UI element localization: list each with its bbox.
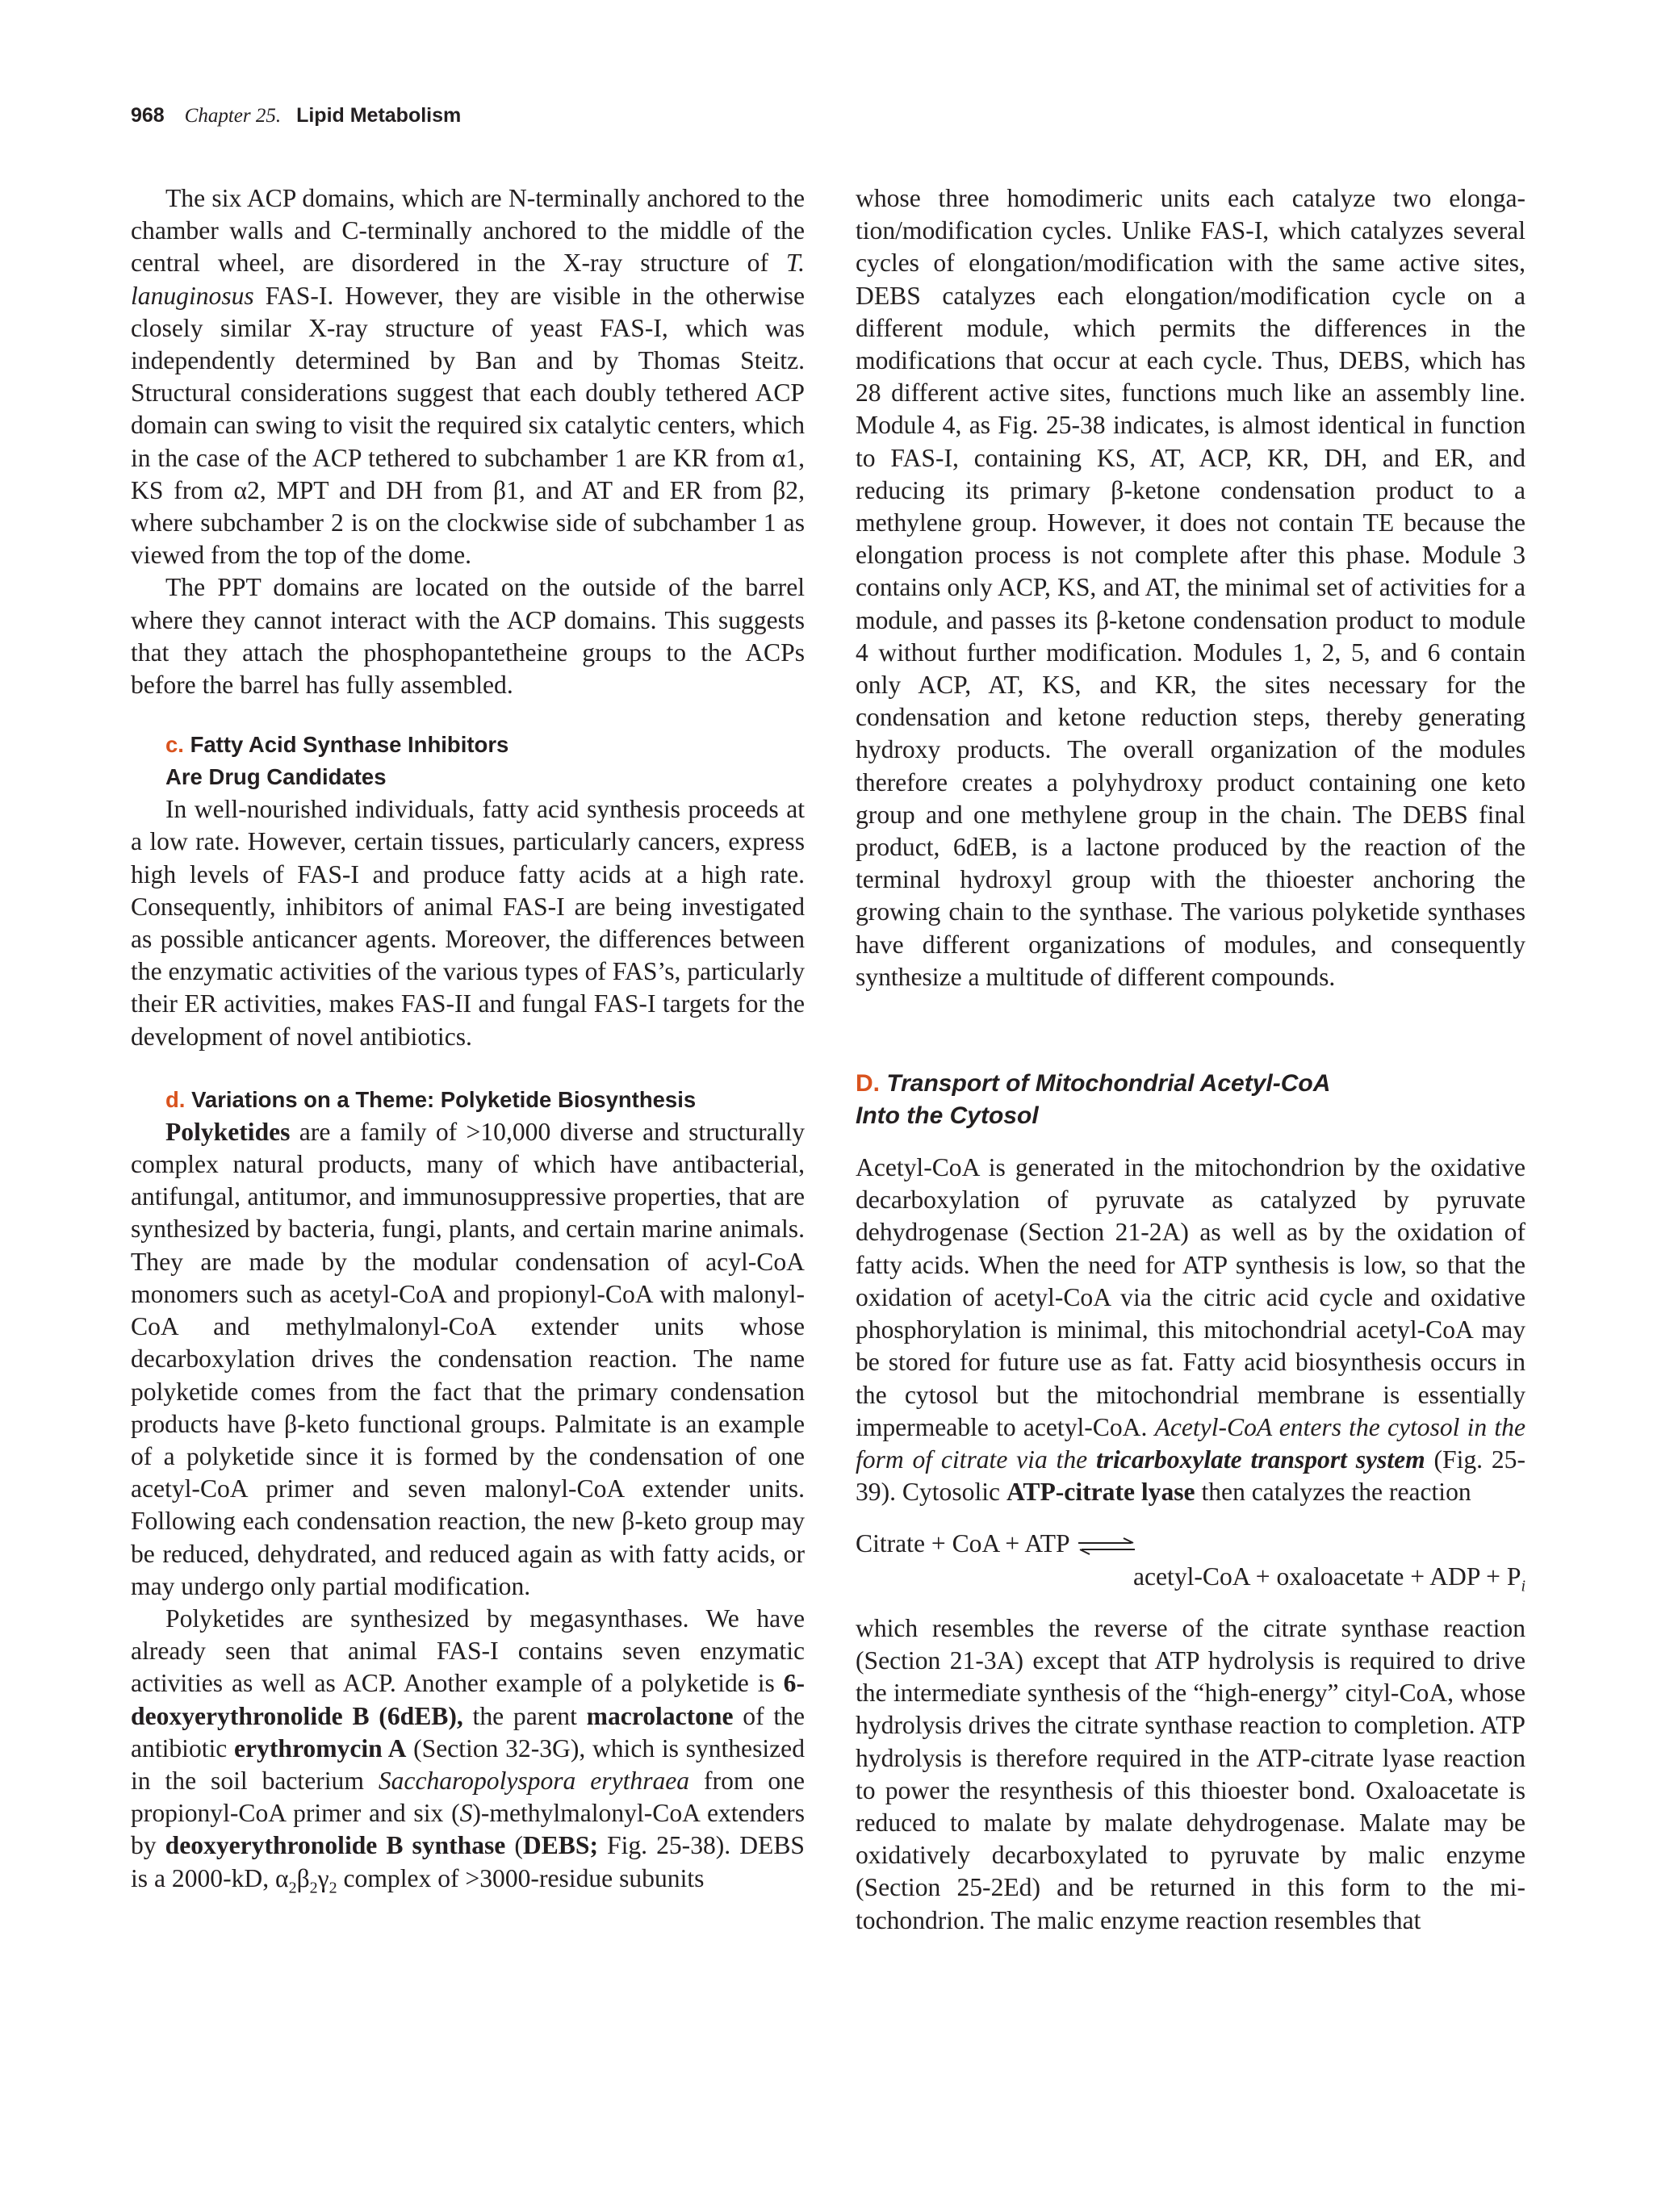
page-number: 968 [131,104,165,127]
paragraph: Polyketides are a family of >10,000 diverse and structurally complex natural products, many of which have antibacterial, antifungal, antitumor, and immunosuppressive properties, that are synthesized by bacteria, fungi, plants, and certain marine animals. They are made by the modular condensation of acyl-CoA monomers such as acetyl-CoA and propionyl-CoA with malonyl-CoA and methylmalonyl-CoA extender units whose decarboxylation drives the condensation reaction. The name polyketide comes from the fact that the primary condensation products have β-keto functional groups. Palmitate is an example of a polyketide since it is formed by the condensation of one acetyl-CoA primer and seven malonyl-CoA extender units. Following each condensation reaction, the new β-keto group may be reduced, dehydrated, and reduced again as with fatty acids, or may undergo only partial modification. [131,1117,805,1600]
reaction-equation: Citrate + CoA + ATP acetyl-CoA + oxaloacetate + ADP + $P_i$ [856,1529,1525,1595]
running-header [131,102,461,134]
subsection-heading-c: c. Fatty Acid Synthase Inhibitors Are Drug Candidates [165,732,509,790]
paragraph: whose three homodimeric units each catalyze two elongation/modification cycles. Unlike FAS-I, which catalyzes several cycles of elongation/modification with the same active sites, DEBS catalyzes each elongation/modification cycle on a different module, which permits the differences in the modifications that occur at each cycle. Thus, DEBS, which has 28 different active sites, functions much like an assembly line. Module 4, as Fig. 25-38 indicates, is almost identical in function to FAS-I, containing KS, AT, ACP, KR, DH, and ER, and reducing its primary β-ketone condensation product to a methylene group. However, it does not contain TE because the elongation process is not complete after this phase. Module 3 contains only ACP, KS, and AT, the minimal set of activities for a module, and passes its β-ketone condensation product to module 4 without further modification. Modules 1, 2, 5, and 6 contain only ACP, AT, KS, and KR, the sites necessary for the condensation and ketone reduction steps, thereby generating hydroxy products. The overall organization of the modules therefore creates a polyhydroxy product containing one keto group and one methylene group in the chain. The DEBS final product, 6dEB, is a lactone produced by the reaction of the terminal hydroxyl group with the thioester anchoring the growing chain to the synthase. The various polyketide synthases have different organizations of modules, and consequently synthesize a multitude of different compounds. [856,184,1525,991]
equation-products: acetyl-CoA + oxaloacetate + ADP + P [1132,1562,1521,1591]
chapter-label: Chapter 25. [184,105,282,127]
section-heading-d: D. Transport of Mitochondrial Acetyl-CoA Into the Cytosol [856,1070,1331,1130]
subsection-heading-d: d. Variations on a Theme: Polyketide Biosynthesis [165,1086,697,1112]
left-column [131,182,805,1895]
paragraph: Polyketides are synthesized by megasynthases. We have already seen that animal FAS-I contains seven enzymatic activities as well as ACP. Another example of a polyketide is 6-deoxyerythronolide B (6dEB), the parent macrolactone of the antibiotic erythromycin A (Section 32-3G), which is synthesized in the soil bacterium Saccharopolyspora erythraea from one propionyl-CoA primer and six (S)-methylmalonyl-CoA extenders by deoxyerythronolide B synthase (DEBS; Fig. 25-38). DEBS is a 2000-kD, $\alpha_2\beta_2\gamma_2$ complex of >3000-residue subunits [131,1604,805,1896]
equation-reactants: Citrate + CoA + ATP [856,1529,1070,1558]
equilibrium-arrow-icon [1077,1537,1136,1556]
chapter-title: Lipid Metabolism [296,104,462,127]
paragraph: Acetyl-CoA is generated in the mitochondrion by the oxidative decarboxylation of pyruvate as catalyzed by pyruvate dehydrogenase (Section 21-2A) as well as by the oxidation of fatty acids. When the need for ATP synthesis is low, so that the oxidation of acetyl-CoA via the citric acid cycle and oxidative phosphorylation is minimal, this mitochondrial acetyl-CoA may be stored for future use as fat. Fatty acid biosynthesis occurs in the cytosol but the mitochondrial membrane is essentially impermeable to acetyl-CoA. Acetyl-CoA enters the cytosol in the form of citrate via the tricarboxylate transport system (Fig. 25-39). Cytosolic ATP-citrate lyase then catalyzes the reaction [856,1153,1525,1507]
paragraph: The PPT domains are located on the outside of the barrel where they cannot interact with the ACP domains. This suggests that they attach the phosphopantetheine groups to the ACPs before the barrel has fully assembled. [131,573,805,700]
right-column [856,182,1525,1937]
paragraph: In well-nourished individuals, fatty acid synthesis proceeds at a low rate. However, certain tissues, particularly cancers, express high levels of FAS-I and produce fatty acids at a high rate. Consequently, inhibitors of animal FAS-I are being investigated as possible anticancer agents. Moreover, the differences between the enzymatic activities of the various types of FAS’s, particularly their ER activities, makes FAS-II and fungal FAS-I targets for the development of novel antibiotics. [131,795,805,1051]
paragraph: The six ACP domains, which are N-terminally anchored to the chamber walls and C-terminally anchored to the middle of the central wheel, are disordered in the X-ray structure of T. lanuginosus FAS-I. However, they are visible in the otherwise closely similar X-ray structure of yeast FAS-I, which was independently determined by Ban and by Thomas Steitz. Structural considerations suggest that each doubly tethered ACP domain can swing to visit the required six catalytic centers, which in the case of the ACP tethered to subchamber 1 are KR from α1, KS from α2, MPT and DH from β1, and AT and ER from β2, where subchamber 2 is on the clockwise side of subchamber 1 as viewed from the top of the dome. [131,184,805,570]
paragraph: which resembles the reverse of the citrate synthase reaction (Section 21-3A) except that ATP hydrolysis is required to drive the intermediate synthesis of the “high-energy” cityl-CoA, whose hydrolysis drives the citrate synthase reaction to completion. ATP hydrolysis is therefore required in the ATP-citrate lyase reaction to power the resynthesis of this thioester bond. Oxaloacetate is reduced to malate by malate dehydrogenase. Malate may be oxidatively decarboxylated to pyruvate by malic enzyme (Section 25-2Ed) and be returned in this form to the mitochondrion. The malic enzyme reaction resembles that [856,1613,1525,1934]
